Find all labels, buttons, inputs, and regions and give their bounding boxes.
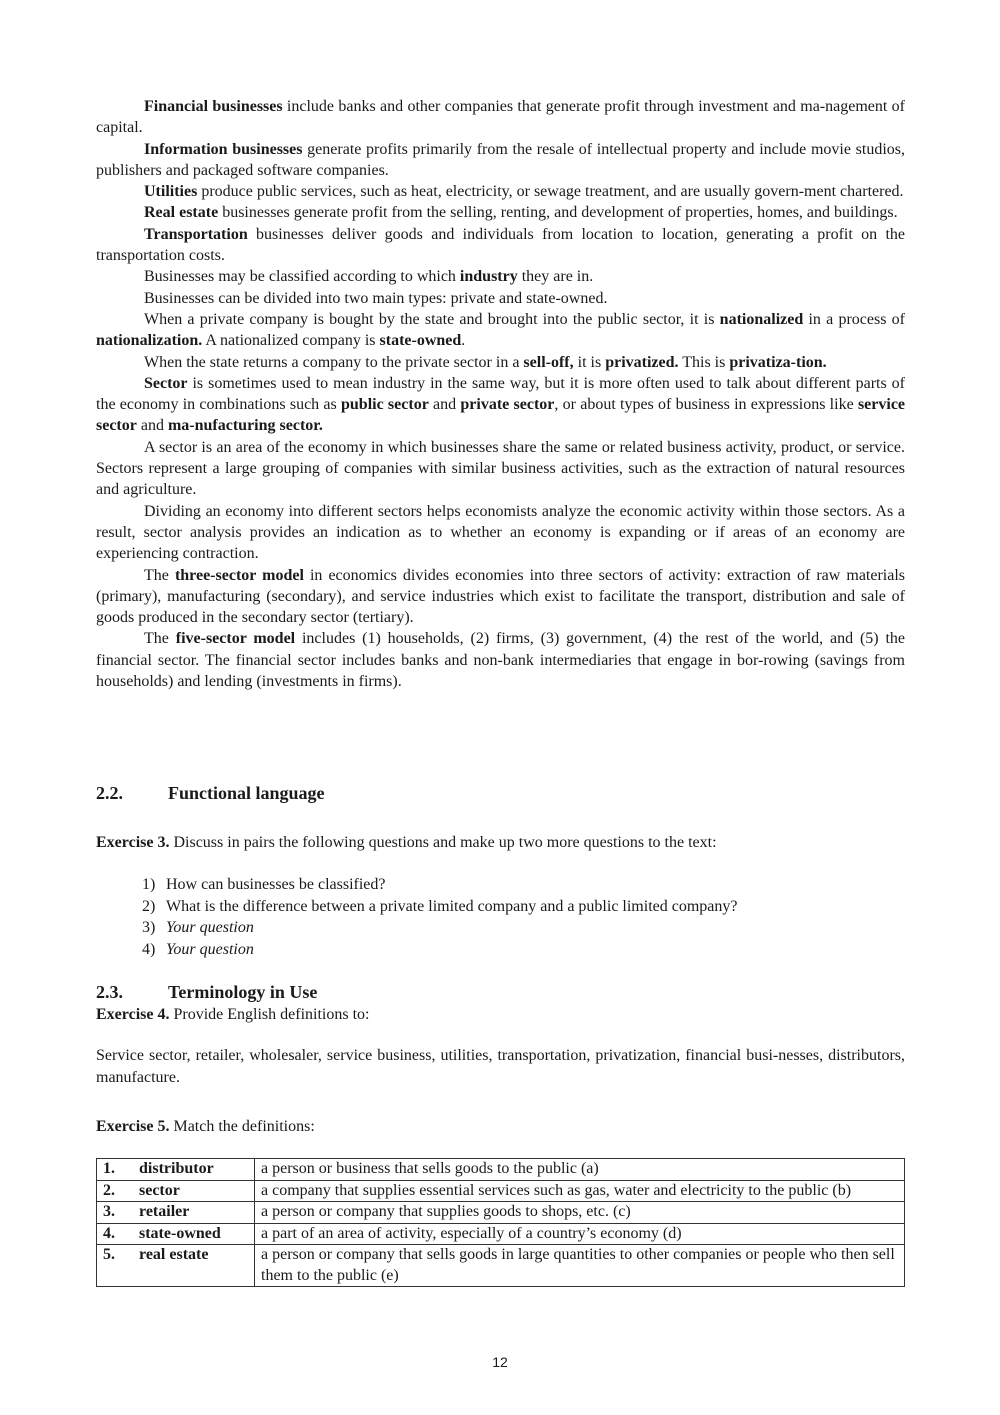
- paragraph-sector-area: A sector is an area of the economy in which businesses share the same or related business activity, product, or service. Sectors represent a large grouping of companies with similar business activities, such as the extraction of natural resources and agriculture.: [96, 438, 905, 499]
- paragraph-privatized: When the state returns a company to the private sector in a sell-off, it is privatized. This is privatiza-tion.: [144, 353, 827, 371]
- paragraph-utilities: Utilities produce public services, such as heat, electricity, or sewage treatment, and are usually govern-ment chartered.: [144, 183, 904, 201]
- question-list: [142, 874, 738, 960]
- exercise-3-instruction: Exercise 3. Discuss in pairs the following questions and make up two more questions to the text:: [96, 834, 717, 851]
- paragraph-information: Information businesses generate profits primarily from the resale of intellectual property and include movie studios, publishers and packaged software companies.: [96, 140, 905, 179]
- paragraph-sector: Sector is sometimes used to mean industry in the same way, but it is more often used to talk about different parts of the economy in combinations such as public sector and private sector, or about types of business in expressions like service sector and ma-nufacturing sector.: [96, 374, 906, 435]
- paragraph-dividing: Dividing an economy into different sectors helps economists analyze the economic activity within those sectors. As a result, sector analysis provides an indication as to whether an economy is expanding or if areas of an economy are experiencing contraction.: [96, 502, 905, 563]
- definitions-table: [96, 1158, 905, 1287]
- table-row: 3. retailer a person or company that supplies goods to shops, etc. (c): [97, 1202, 905, 1224]
- table-row: 1. distributor a person or business that sells goods to the public (a): [97, 1159, 905, 1181]
- table-row: 5. real estate a person or company that sells goods in large quantities to other companies or people who then sell them to the public (e): [97, 1245, 905, 1287]
- page-number: 12: [492, 1354, 508, 1370]
- exercise-5-instruction: Exercise 5. Match the definitions:: [96, 1118, 315, 1135]
- table-row: 4. state-owned a part of an area of activity, especially of a country’s economy (d): [97, 1223, 905, 1245]
- exercise-4-instruction: Exercise 4. Provide English definitions to:: [96, 1006, 370, 1023]
- list-item: 2) What is the difference between a private limited company and a public limited company?: [142, 897, 738, 915]
- table-row: 2. sector a company that supplies essential services such as gas, water and electricity to the public (b): [97, 1180, 905, 1202]
- paragraph-three-sector: The three-sector model in economics divides economies into three sectors of activity: extraction of raw materials (primary), manufacturing (secondary), and service industries which exist to facilitate the transport, distribution and sale of goods produced in the secondary sector (tertiary).: [96, 566, 906, 627]
- list-item: 1) How can businesses be classified?: [142, 876, 386, 893]
- paragraph-financial: Financial businesses include banks and other companies that generate profit through investment and ma-nagement of capital.: [96, 98, 905, 137]
- paragraph-nationalized: When a private company is bought by the state and brought into the public sector, it is nationalized in a process of nationalization. A nationalized company is state-owned.: [96, 310, 906, 350]
- paragraph-real-estate: Real estate businesses generate profit from the selling, renting, and development of properties, homes, and buildings.: [144, 204, 898, 222]
- section-heading-terminology: 2.3. Terminology in Use: [96, 982, 318, 1002]
- paragraph-transportation: Transportation businesses deliver goods and individuals from location to location, generating a profit on the transportation costs.: [96, 225, 905, 265]
- terms-list: Service sector, retailer, wholesaler, service business, utilities, transportation, privatization, financial busi-nesses, distributors, manufacture.: [96, 1047, 905, 1086]
- paragraph-industry: Businesses may be classified according to which industry they are in.: [144, 268, 594, 286]
- body-text: [96, 96, 905, 692]
- paragraph-types: Businesses can be divided into two main types: private and state-owned.: [144, 289, 608, 307]
- section-heading-functional-language: 2.2. Functional language: [96, 783, 325, 803]
- paragraph-five-sector: The five-sector model includes (1) households, (2) firms, (3) government, (4) the rest of the world, and (5) the financial sector. The financial sector includes banks and non-bank intermediaries that engage in bor-rowing (savings from households) and lending (investments in firms).: [96, 630, 906, 691]
- list-item: 4) Your question: [142, 940, 254, 958]
- list-item: 3) Your question: [142, 919, 254, 936]
